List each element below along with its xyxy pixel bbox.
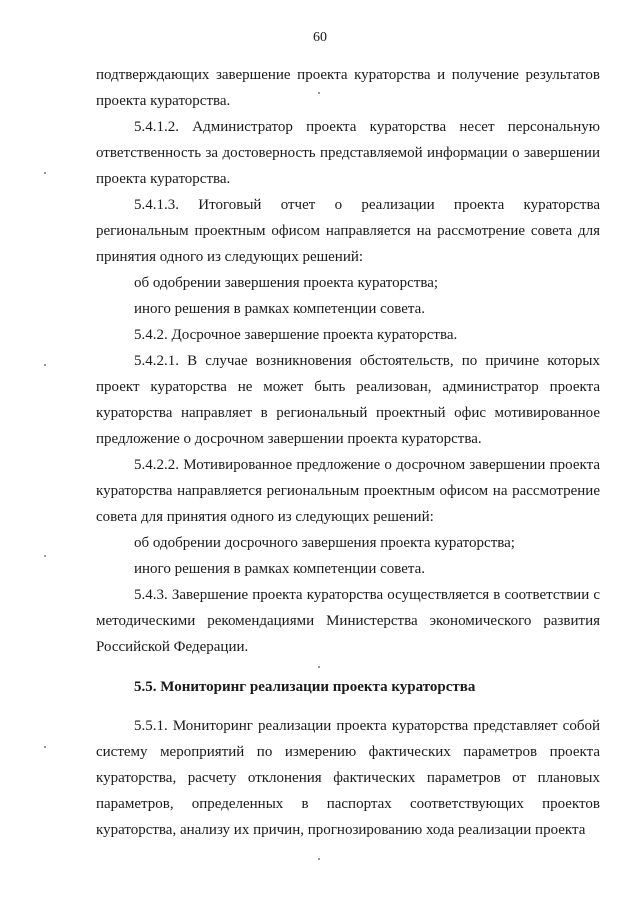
scan-speck — [44, 172, 46, 174]
scan-speck — [44, 746, 46, 748]
document-body — [96, 62, 600, 843]
list-item: об одобрении досрочного завершения проекта кураторства; — [134, 535, 515, 551]
scan-speck — [44, 364, 46, 366]
paragraph-5-4-1-3: 5.4.1.3. Итоговый отчет о реализации проекта кураторства региональным проектным офисом направляется на рассмотрение совета для принятия одного из следующих решений: — [96, 197, 600, 265]
paragraph-5-4-2-2: 5.4.2.2. Мотивированное предложение о досрочном завершении проекта кураторства направляется региональным проектным офисом на рассмотрение совета для принятия одного из следующих решений: — [96, 457, 600, 525]
paragraph-continuation: подтверждающих завершение проекта кураторства и получение результатов проекта кураторства. — [96, 67, 600, 109]
scan-speck — [318, 92, 320, 94]
paragraph-5-5-1: 5.5.1. Мониторинг реализации проекта кураторства представляет собой систему мероприятий по измерению фактических параметров проекта кураторства, расчету отклонения фактических параметров от плановых параметров, определенных в паспортах соответствующих проектов кураторства, анализу их причин, прогнозированию хода реализации проекта — [96, 718, 600, 838]
page-number: 60 — [313, 30, 327, 45]
scan-speck — [318, 666, 320, 668]
paragraph-5-4-3: 5.4.3. Завершение проекта кураторства осуществляется в соответствии с методическими рекомендациями Министерства экономического развития Российской Федерации. — [96, 587, 600, 655]
paragraph-5-4-2: 5.4.2. Досрочное завершение проекта кураторства. — [134, 327, 458, 343]
list-item: иного решения в рамках компетенции совета. — [134, 561, 426, 577]
section-heading-5-5: 5.5. Мониторинг реализации проекта кураторства — [134, 679, 476, 695]
scan-speck — [44, 555, 46, 557]
paragraph-5-4-2-1: 5.4.2.1. В случае возникновения обстоятельств, по причине которых проект кураторства не может быть реализован, администратор проекта кураторства направляет в региональный проектный офис мотивированное предложение о досрочном завершении проекта кураторства. — [96, 353, 600, 447]
paragraph-5-4-1-2: 5.4.1.2. Администратор проекта кураторства несет персональную ответственность за достоверность представляемой информации о завершении проекта кураторства. — [96, 119, 600, 187]
list-item: иного решения в рамках компетенции совета. — [134, 301, 426, 317]
scan-speck — [318, 858, 320, 860]
list-item: об одобрении завершения проекта кураторства; — [134, 275, 439, 291]
